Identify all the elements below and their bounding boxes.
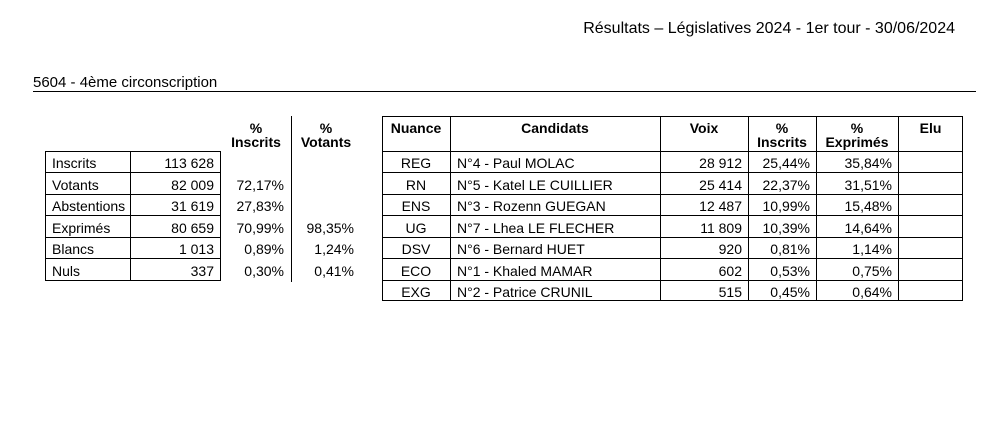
candidates-row-line	[382, 151, 963, 152]
stats-row-line	[45, 194, 221, 195]
header-divider	[33, 91, 976, 92]
stats-pct-inscrits: 0,89%	[244, 241, 284, 257]
candidate-pct-inscrits: 0,45%	[770, 284, 810, 300]
candidate-pct-exprimes: 15,48%	[844, 198, 892, 214]
stats-value: 80 659	[171, 220, 214, 236]
candidate-voix: 28 912	[699, 155, 742, 171]
candidate-nuance: DSV	[401, 241, 431, 257]
header-nuance: Nuance	[390, 120, 442, 136]
candidate-voix: 11 809	[700, 220, 742, 236]
stats-label: Blancs	[52, 241, 95, 257]
stats-column-separator	[291, 116, 292, 282]
candidate-voix: 25 414	[699, 177, 742, 193]
candidate-voix: 12 487	[699, 198, 742, 214]
header-pct-inscrits-label: Inscrits	[757, 134, 807, 150]
candidate-nuance: UG	[405, 220, 427, 236]
candidate-name: N°7 - Lhea LE FLECHER	[457, 220, 615, 236]
stats-value: 31 619	[171, 198, 214, 214]
candidate-nuance: ECO	[400, 263, 432, 279]
stats-row-line	[45, 215, 221, 216]
stats-pct-votants: 98,35%	[306, 220, 354, 236]
header-pct-inscrits	[748, 121, 816, 149]
candidate-pct-exprimes: 0,64%	[852, 284, 892, 300]
candidate-pct-exprimes: 14,64%	[844, 220, 892, 236]
candidate-nuance: RN	[405, 177, 427, 193]
stats-pct-votants: 1,24%	[314, 241, 354, 257]
header-pct-inscrits-symbol: %	[775, 120, 789, 136]
candidate-pct-inscrits: 10,99%	[762, 198, 810, 214]
candidates-col-line	[898, 116, 899, 301]
header-candidats: Candidats	[521, 120, 589, 136]
header-elu: Elu	[919, 120, 942, 136]
stats-box-divider	[130, 151, 131, 281]
candidate-pct-exprimes: 0,75%	[852, 263, 892, 279]
stats-label: Votants	[52, 177, 99, 193]
page-title: Résultats – Législatives 2024 - 1er tour - 30/06/2024	[583, 20, 955, 37]
candidate-name: N°5 - Katel LE CUILLIER	[457, 177, 613, 193]
candidate-nuance: ENS	[401, 198, 431, 214]
stats-pct-inscrits: 72,17%	[236, 177, 284, 193]
stats-header-pct-votants-symbol: %	[319, 120, 333, 136]
candidate-pct-exprimes: 1,14%	[852, 241, 892, 257]
candidate-voix: 515	[718, 284, 742, 300]
candidate-pct-exprimes: 35,84%	[844, 155, 892, 171]
stats-header-pct-votants	[296, 121, 356, 149]
stats-pct-inscrits: 27,83%	[236, 198, 284, 214]
stats-label: Nuls	[52, 263, 81, 279]
stats-header-pct-inscrits-label: Inscrits	[231, 134, 281, 150]
candidate-voix: 920	[718, 241, 742, 257]
circonscription-label: 5604 - 4ème circonscription	[33, 74, 218, 91]
candidate-pct-inscrits: 0,81%	[770, 241, 810, 257]
candidate-pct-inscrits: 22,37%	[762, 177, 810, 193]
stats-header-pct-inscrits	[228, 121, 284, 149]
candidates-row-line	[382, 258, 963, 259]
candidate-pct-inscrits: 10,39%	[762, 220, 810, 236]
stats-pct-votants: 0,41%	[314, 263, 354, 279]
stats-value: 82 009	[171, 177, 214, 193]
header-pct-exprimes-symbol: %	[850, 120, 864, 136]
stats-label: Inscrits	[52, 155, 97, 171]
candidates-row-line	[382, 237, 963, 238]
header-pct-exprimes-label: Exprimés	[825, 134, 889, 150]
stats-header-pct-inscrits-symbol: %	[249, 120, 263, 136]
header-voix: Voix	[689, 120, 719, 136]
stats-value: 113 628	[164, 155, 214, 171]
stats-row-line	[45, 172, 221, 173]
candidates-row-line	[382, 215, 963, 216]
stats-pct-inscrits: 0,30%	[244, 263, 284, 279]
candidates-row-line	[382, 280, 963, 281]
candidate-pct-exprimes: 31,51%	[844, 177, 892, 193]
stats-label: Exprimés	[52, 220, 111, 236]
candidate-voix: 602	[718, 263, 742, 279]
stats-row-line	[45, 258, 221, 259]
stats-pct-inscrits: 70,99%	[236, 220, 284, 236]
candidate-name: N°2 - Patrice CRUNIL	[457, 284, 593, 300]
candidate-pct-inscrits: 25,44%	[762, 155, 810, 171]
stats-value: 337	[190, 263, 214, 279]
candidate-nuance: REG	[400, 155, 432, 171]
stats-row-line	[45, 237, 221, 238]
candidates-col-line	[450, 116, 451, 301]
candidate-name: N°1 - Khaled MAMAR	[457, 263, 593, 279]
stats-header-pct-votants-label: Votants	[300, 134, 352, 150]
candidates-row-line	[382, 194, 963, 195]
candidate-nuance: EXG	[401, 284, 431, 300]
header-pct-exprimes	[816, 121, 898, 149]
candidates-row-line	[382, 172, 963, 173]
stats-value: 1 013	[178, 241, 214, 257]
candidate-pct-inscrits: 0,53%	[770, 263, 810, 279]
candidate-name: N°4 - Paul MOLAC	[457, 155, 575, 171]
candidate-name: N°6 - Bernard HUET	[457, 241, 585, 257]
candidate-name: N°3 - Rozenn GUEGAN	[457, 198, 606, 214]
stats-label: Abstentions	[52, 198, 126, 214]
